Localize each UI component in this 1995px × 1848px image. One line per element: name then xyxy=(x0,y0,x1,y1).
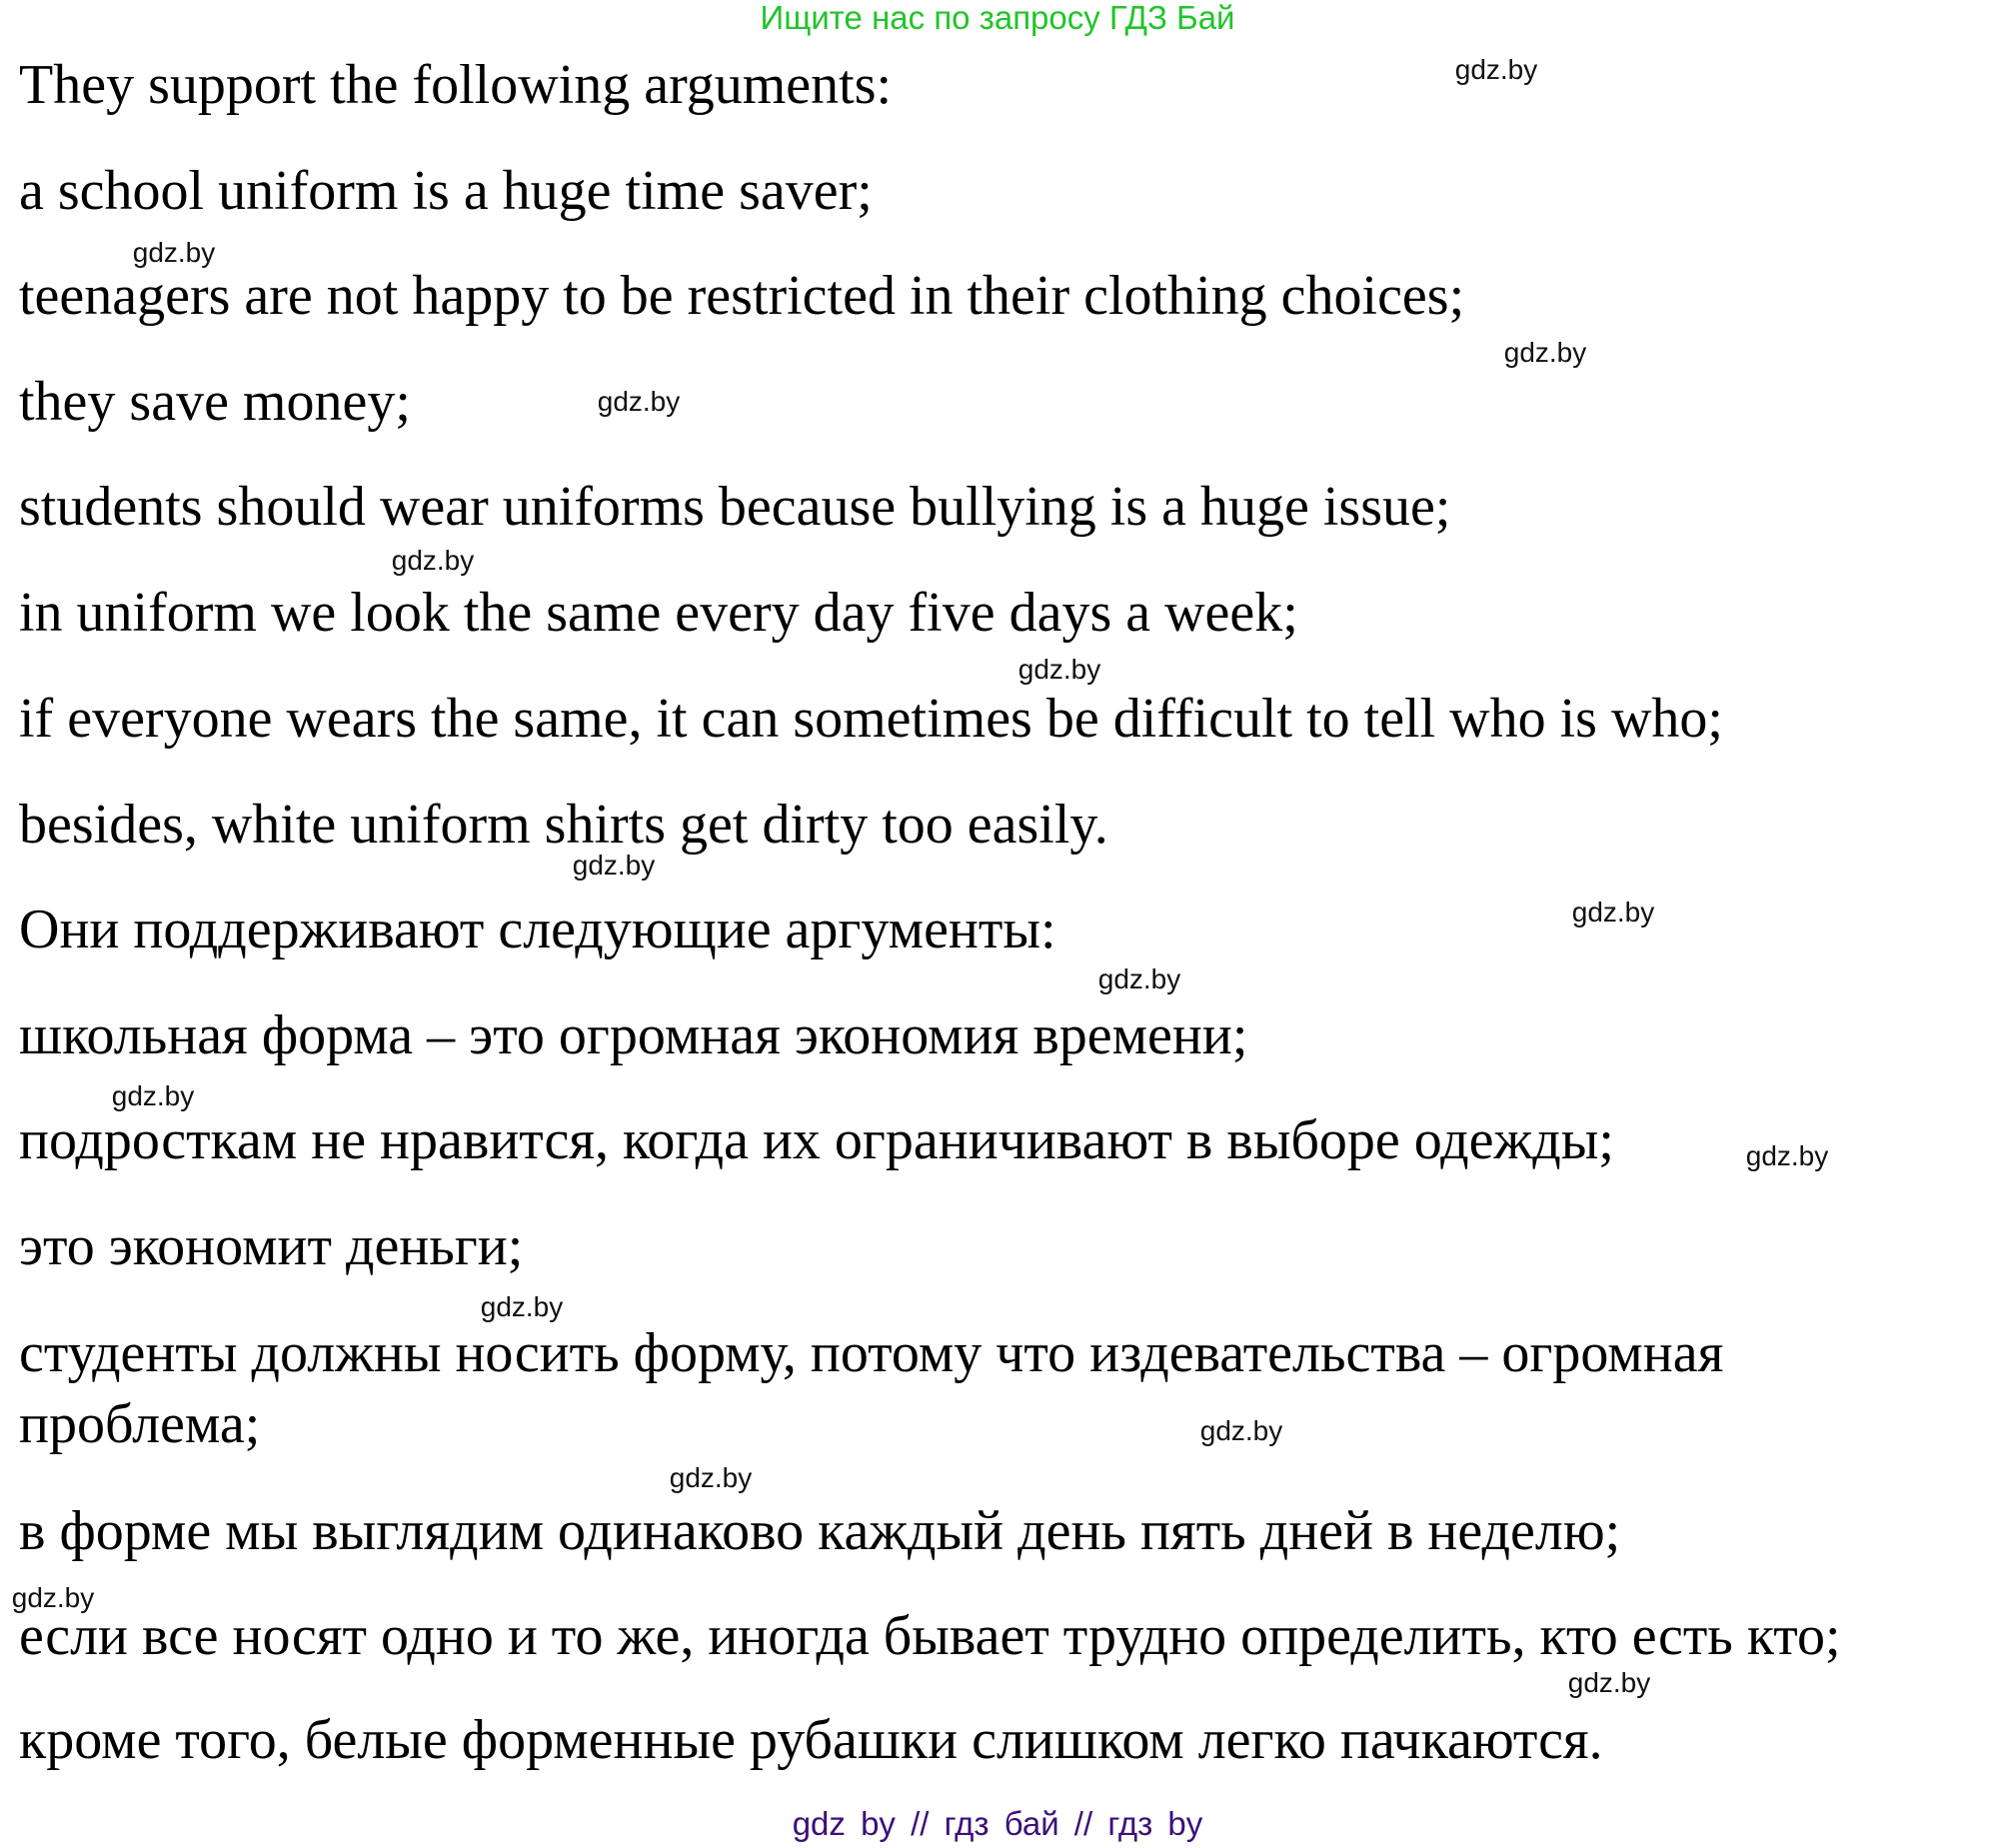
footer-brand-links: gdz by // гдз бай // гдз by xyxy=(792,1805,1203,1842)
watermark: gdz.by xyxy=(572,850,656,881)
watermark: gdz.by xyxy=(1745,1140,1829,1171)
argument-en-7: besides, white uniform shirts get dirty too easily. xyxy=(19,794,1108,856)
watermark: gdz.by xyxy=(391,545,475,576)
watermark: gdz.by xyxy=(1567,1667,1651,1698)
argument-ru-7: кроме того, белые форменные рубашки слишком легко пачкаются. xyxy=(19,1709,1603,1771)
english-intro: They support the following arguments: xyxy=(19,54,893,116)
search-promo-banner: Ищите нас по запросу ГДЗ Бай xyxy=(760,0,1235,36)
russian-intro: Они поддерживают следующие аргументы: xyxy=(19,899,1056,960)
argument-ru-4-continued: проблема; xyxy=(19,1393,261,1455)
argument-ru-5: в форме мы выглядим одинаково каждый день пять дней в неделю; xyxy=(19,1500,1621,1562)
argument-en-2: teenagers are not happy to be restricted in their clothing choices; xyxy=(19,265,1465,327)
argument-en-3: they save money; xyxy=(19,371,411,433)
watermark: gdz.by xyxy=(1199,1415,1283,1446)
watermark: gdz.by xyxy=(132,237,216,268)
watermark: gdz.by xyxy=(111,1080,195,1111)
watermark: gdz.by xyxy=(669,1462,753,1493)
argument-en-1: a school uniform is a huge time saver; xyxy=(19,160,873,222)
argument-ru-1: школьная форма – это огромная экономия времени; xyxy=(19,1004,1248,1066)
argument-ru-2: подросткам не нравится, когда их ограничивают в выборе одежды; xyxy=(19,1109,1614,1171)
argument-ru-3: это экономит деньги; xyxy=(19,1215,524,1277)
watermark: gdz.by xyxy=(1097,963,1181,994)
argument-ru-4: студенты должны носить форму, потому что издевательства – огромная xyxy=(19,1322,1724,1384)
argument-ru-6: если все носят одно и то же, иногда бывает трудно определить, кто есть кто; xyxy=(19,1605,1841,1667)
watermark: gdz.by xyxy=(597,386,681,417)
watermark: gdz.by xyxy=(1571,897,1655,927)
watermark: gdz.by xyxy=(480,1291,564,1322)
watermark: gdz.by xyxy=(1454,54,1538,85)
watermark: gdz.by xyxy=(1017,654,1101,685)
argument-en-5: in uniform we look the same every day five days a week; xyxy=(19,582,1298,644)
watermark: gdz.by xyxy=(1503,337,1587,368)
watermark: gdz.by xyxy=(11,1582,95,1613)
argument-en-6: if everyone wears the same, it can sometimes be difficult to tell who is who; xyxy=(19,688,1723,750)
argument-en-4: students should wear uniforms because bullying is a huge issue; xyxy=(19,476,1451,538)
